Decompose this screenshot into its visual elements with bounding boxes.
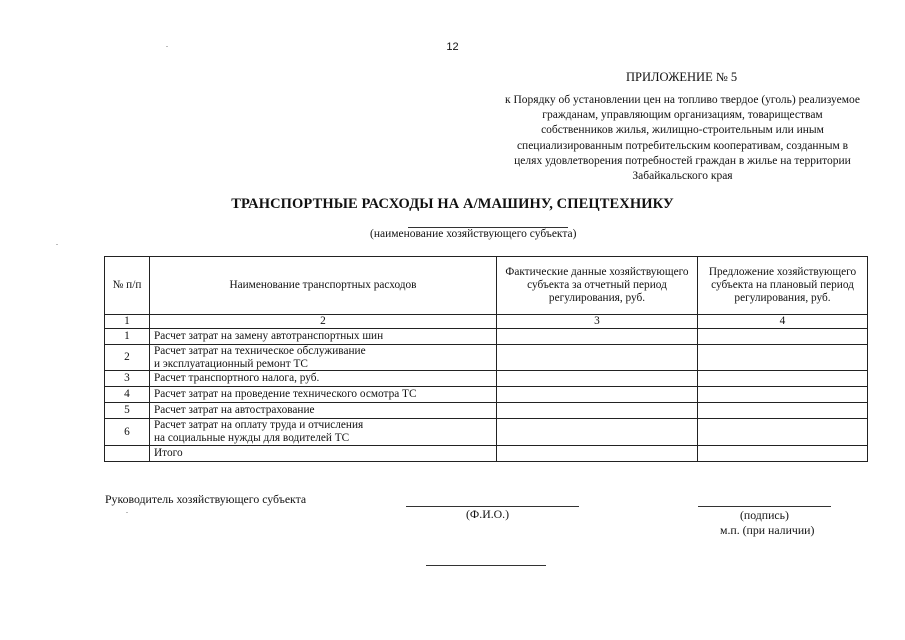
actual-value-cell[interactable] [497, 328, 698, 344]
seal-caption: м.п. (при наличии) [720, 523, 815, 537]
signature-caption: (подпись) [740, 508, 789, 522]
row-number: 3 [105, 371, 150, 387]
row-number: 1 [105, 328, 150, 344]
header-actual-data: Фактические данные хозяйствующего субъекта за отчетный период регулирования, руб. [497, 257, 698, 315]
head-of-entity-label: Руководитель хозяйствующего субъекта [105, 492, 307, 506]
cost-name-line: Расчет затрат на техническое обслуживание [154, 344, 366, 357]
total-label: Итого [154, 447, 183, 460]
proposal-value-cell[interactable] [698, 419, 868, 446]
cost-name-line: Расчет затрат на замену автотранспортных шин [154, 329, 384, 342]
cost-name-line: и эксплуатационный ремонт ТС [154, 357, 308, 370]
document-title: ТРАНСПОРТНЫЕ РАСХОДЫ НА А/МАШИНУ, СПЕЦТЕХНИКУ [231, 196, 674, 212]
row-number: 5 [105, 403, 150, 419]
cost-name [150, 445, 497, 461]
subject-name-caption: (наименование хозяйствующего субъекта) [370, 228, 577, 240]
row-number: 2 [105, 344, 150, 371]
table-row [105, 403, 868, 419]
total-row [105, 445, 868, 461]
column-number: 3 [497, 315, 698, 329]
proposal-value-cell[interactable] [698, 344, 868, 371]
cost-name [150, 344, 497, 371]
header-number: № п/п [105, 257, 150, 315]
page-number: 12 [446, 41, 459, 53]
actual-value-cell[interactable] [497, 419, 698, 446]
column-number: 4 [698, 315, 868, 329]
table-row [105, 419, 868, 446]
proposal-value-cell[interactable] [698, 387, 868, 403]
column-number-row [105, 315, 868, 329]
appendix-description: к Порядку об установлении цен на топливо твердое (уголь) реализуемое гражданам, управляющим организациям, товариществам собственников жилья, жилищно-строительным или иным специализированным потребительским кооперативам, созданным в целях удовлетворения потребностей граждан в жилье на территории Забайкальского края [505, 94, 860, 183]
table-row [105, 344, 868, 371]
table-row [105, 371, 868, 387]
cost-name [150, 419, 497, 446]
column-number: 2 [150, 315, 497, 329]
cost-name-line: Расчет затрат на проведение технического осмотра ТС [154, 388, 417, 401]
proposal-total-cell[interactable] [698, 445, 868, 461]
cost-name [150, 403, 497, 419]
table-row [105, 328, 868, 344]
signature-line [698, 506, 831, 507]
actual-value-cell[interactable] [497, 403, 698, 419]
cost-name [150, 328, 497, 344]
transport-costs-table [104, 256, 868, 462]
actual-value-cell[interactable] [497, 371, 698, 387]
row-number: 4 [105, 387, 150, 403]
row-number [105, 445, 150, 461]
cost-name-line: на социальные нужды для водителей ТС [154, 432, 350, 445]
header-proposal: Предложение хозяйствующего субъекта на плановый период регулирования, руб. [698, 257, 868, 315]
cost-name [150, 387, 497, 403]
row-number: 6 [105, 419, 150, 446]
table-row [105, 387, 868, 403]
actual-total-cell[interactable] [497, 445, 698, 461]
scan-speck [166, 46, 168, 47]
fio-caption: (Ф.И.О.) [466, 507, 510, 521]
cost-name-line: Расчет затрат на автострахование [154, 404, 315, 417]
column-number: 1 [105, 315, 150, 329]
actual-value-cell[interactable] [497, 387, 698, 403]
scan-speck [126, 512, 128, 513]
proposal-value-cell[interactable] [698, 403, 868, 419]
header-cost-name: Наименование транспортных расходов [150, 257, 497, 315]
proposal-value-cell[interactable] [698, 328, 868, 344]
cost-name-line: Расчет затрат на оплату труда и отчисления [154, 419, 364, 432]
scan-speck [56, 244, 58, 245]
proposal-value-cell[interactable] [698, 371, 868, 387]
cost-name-line: Расчет транспортного налога, руб. [154, 372, 320, 385]
cost-name [150, 371, 497, 387]
actual-value-cell[interactable] [497, 344, 698, 371]
bottom-rule [426, 565, 546, 566]
table-header-row [105, 257, 868, 315]
appendix-title: ПРИЛОЖЕНИЕ № 5 [626, 70, 738, 84]
